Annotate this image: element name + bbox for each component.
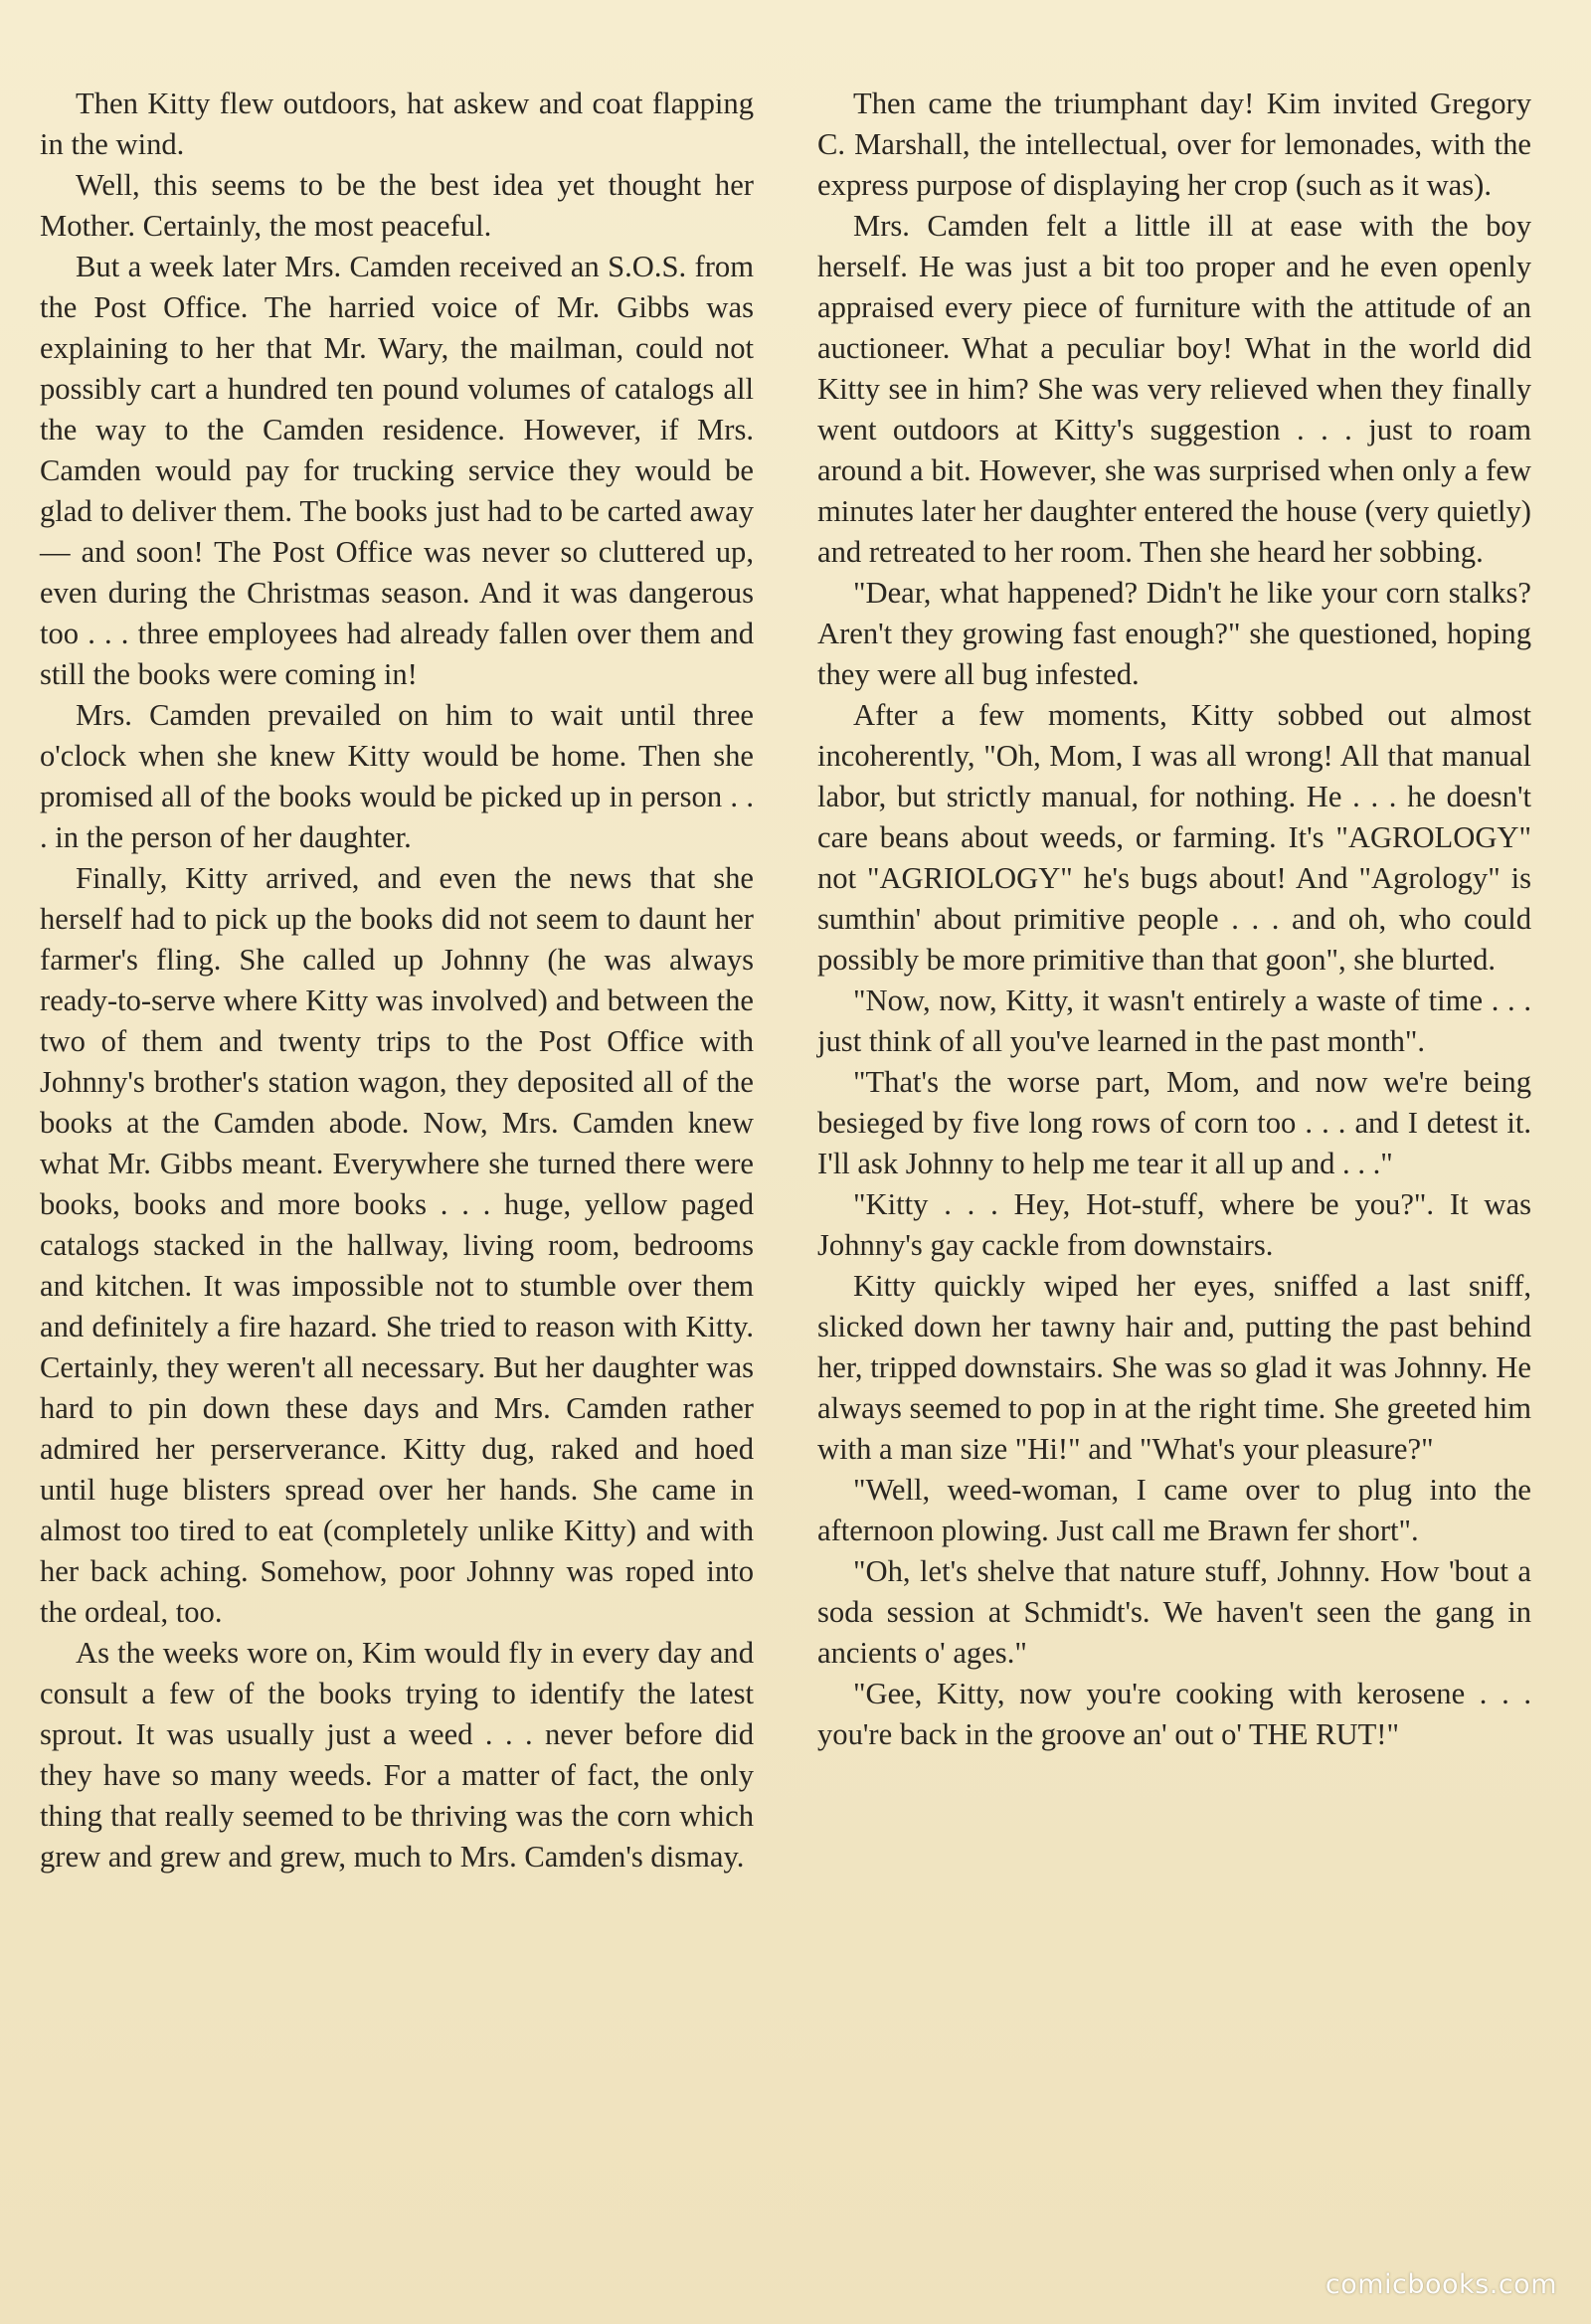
- paragraph: Mrs. Camden felt a little ill at ease with the boy herself. He was just a bit too proper and he even openly appraised every piece of furniture with the attitude of an auctioneer. What a peculiar boy! What in the world did Kitty see in him? She was very relieved when they finally went outdoors at Kitty's suggestion . . . just to roam around a bit. However, she was surprised when only a few minutes later her daughter entered the house (very quietly) and retreated to her room. Then she heard her sobbing.: [817, 209, 1531, 569]
- paragraph: But a week later Mrs. Camden received an S.O.S. from the Post Office. The harried voice of Mr. Gibbs was explaining to her that Mr. Wary, the mailman, could not possibly cart a hundred ten pound volumes of catalogs all the way to the Camden residence. However, if Mrs. Camden would pay for trucking service they would be glad to deliver them. The books just had to be carted away — and soon! The Post Office was never so cluttered up, even during the Christmas season. And it was dangerous too . . . three employees had already fallen over them and still the books were coming in!: [40, 250, 754, 691]
- paragraph: "Dear, what happened? Didn't he like your corn stalks? Aren't they growing fast enough?" she questioned, hoping they were all bug infested.: [817, 576, 1531, 691]
- paragraph: Then Kitty flew outdoors, hat askew and coat flapping in the wind.: [40, 87, 754, 161]
- paragraph: After a few moments, Kitty sobbed out almost incoherently, "Oh, Mom, I was all wrong! All that manual labor, but strictly manual, for nothing. He . . . he doesn't care beans about weeds, or farming. It's "AGROLOGY" not "AGRIOLOGY" he's bugs about! And "Agrology" is sumthin' about primitive people . . . and oh, who could possibly be more primitive than that goon", she blurted.: [817, 698, 1531, 977]
- paragraph: As the weeks wore on, Kim would fly in every day and consult a few of the books trying to identify the latest sprout. It was usually just a weed . . . never before did they have so many weeds. For a matter of fact, the only thing that really seemed to be thriving was the corn which grew and grew and grew, much to Mrs. Camden's dismay.: [40, 1636, 754, 1874]
- paragraph: "Kitty . . . Hey, Hot-stuff, where be you?". It was Johnny's gay cackle from downstairs.: [817, 1187, 1531, 1262]
- paragraph: "That's the worse part, Mom, and now we're being besieged by five long rows of corn too . . . and I detest it. I'll ask Johnny to help me tear it all up and . . .": [817, 1065, 1531, 1180]
- right-text-column: [817, 84, 1531, 1755]
- paragraph: Finally, Kitty arrived, and even the news that she herself had to pick up the books did not seem to daunt her farmer's fling. She called up Johnny (he was always ready-to-serve where Kitty was involved) and between the two of them and twenty trips to the Post Office with Johnny's brother's station wagon, they deposited all of the books at the Camden abode. Now, Mrs. Camden knew what Mr. Gibbs meant. Everywhere she turned there were books, books and more books . . . huge, yellow paged catalogs stacked in the hallway, living room, bedrooms and kitchen. It was impossible not to stumble over them and definitely a fire hazard. She tried to reason with Kitty. Certainly, they weren't all necessary. But her daughter was hard to pin down these days and Mrs. Camden rather admired her perserverance. Kitty dug, raked and hoed until huge blisters spread over her hands. She came in almost too tired to eat (completely unlike Kitty) and with her back aching. Somehow, poor Johnny was roped into the ordeal, too.: [40, 861, 754, 1629]
- paragraph: Well, this seems to be the best idea yet thought her Mother. Certainly, the most peaceful.: [40, 168, 754, 243]
- paragraph: "Gee, Kitty, now you're cooking with kerosene . . . you're back in the groove an' out o' THE RUT!": [817, 1677, 1531, 1751]
- left-text-column: [40, 84, 754, 1877]
- paragraph: Then came the triumphant day! Kim invited Gregory C. Marshall, the intellectual, over for lemonades, with the express purpose of displaying her crop (such as it was).: [817, 87, 1531, 202]
- paragraph: "Oh, let's shelve that nature stuff, Johnny. How 'bout a soda session at Schmidt's. We haven't seen the gang in ancients o' ages.": [817, 1554, 1531, 1670]
- paragraph: "Now, now, Kitty, it wasn't entirely a waste of time . . . just think of all you've learned in the past month".: [817, 983, 1531, 1058]
- paragraph: "Well, weed-woman, I came over to plug into the afternoon plowing. Just call me Brawn fer short".: [817, 1473, 1531, 1547]
- paragraph: Kitty quickly wiped her eyes, sniffed a last sniff, slicked down her tawny hair and, putting the past behind her, tripped downstairs. She was so glad it was Johnny. He always seemed to pop in at the right time. She greeted him with a man size "Hi!" and "What's your pleasure?": [817, 1269, 1531, 1466]
- site-watermark: comicbooks.com: [1325, 2269, 1557, 2300]
- paragraph: Mrs. Camden prevailed on him to wait until three o'clock when she knew Kitty would be home. Then she promised all of the books would be picked up in person . . . in the person of her daughter.: [40, 698, 754, 854]
